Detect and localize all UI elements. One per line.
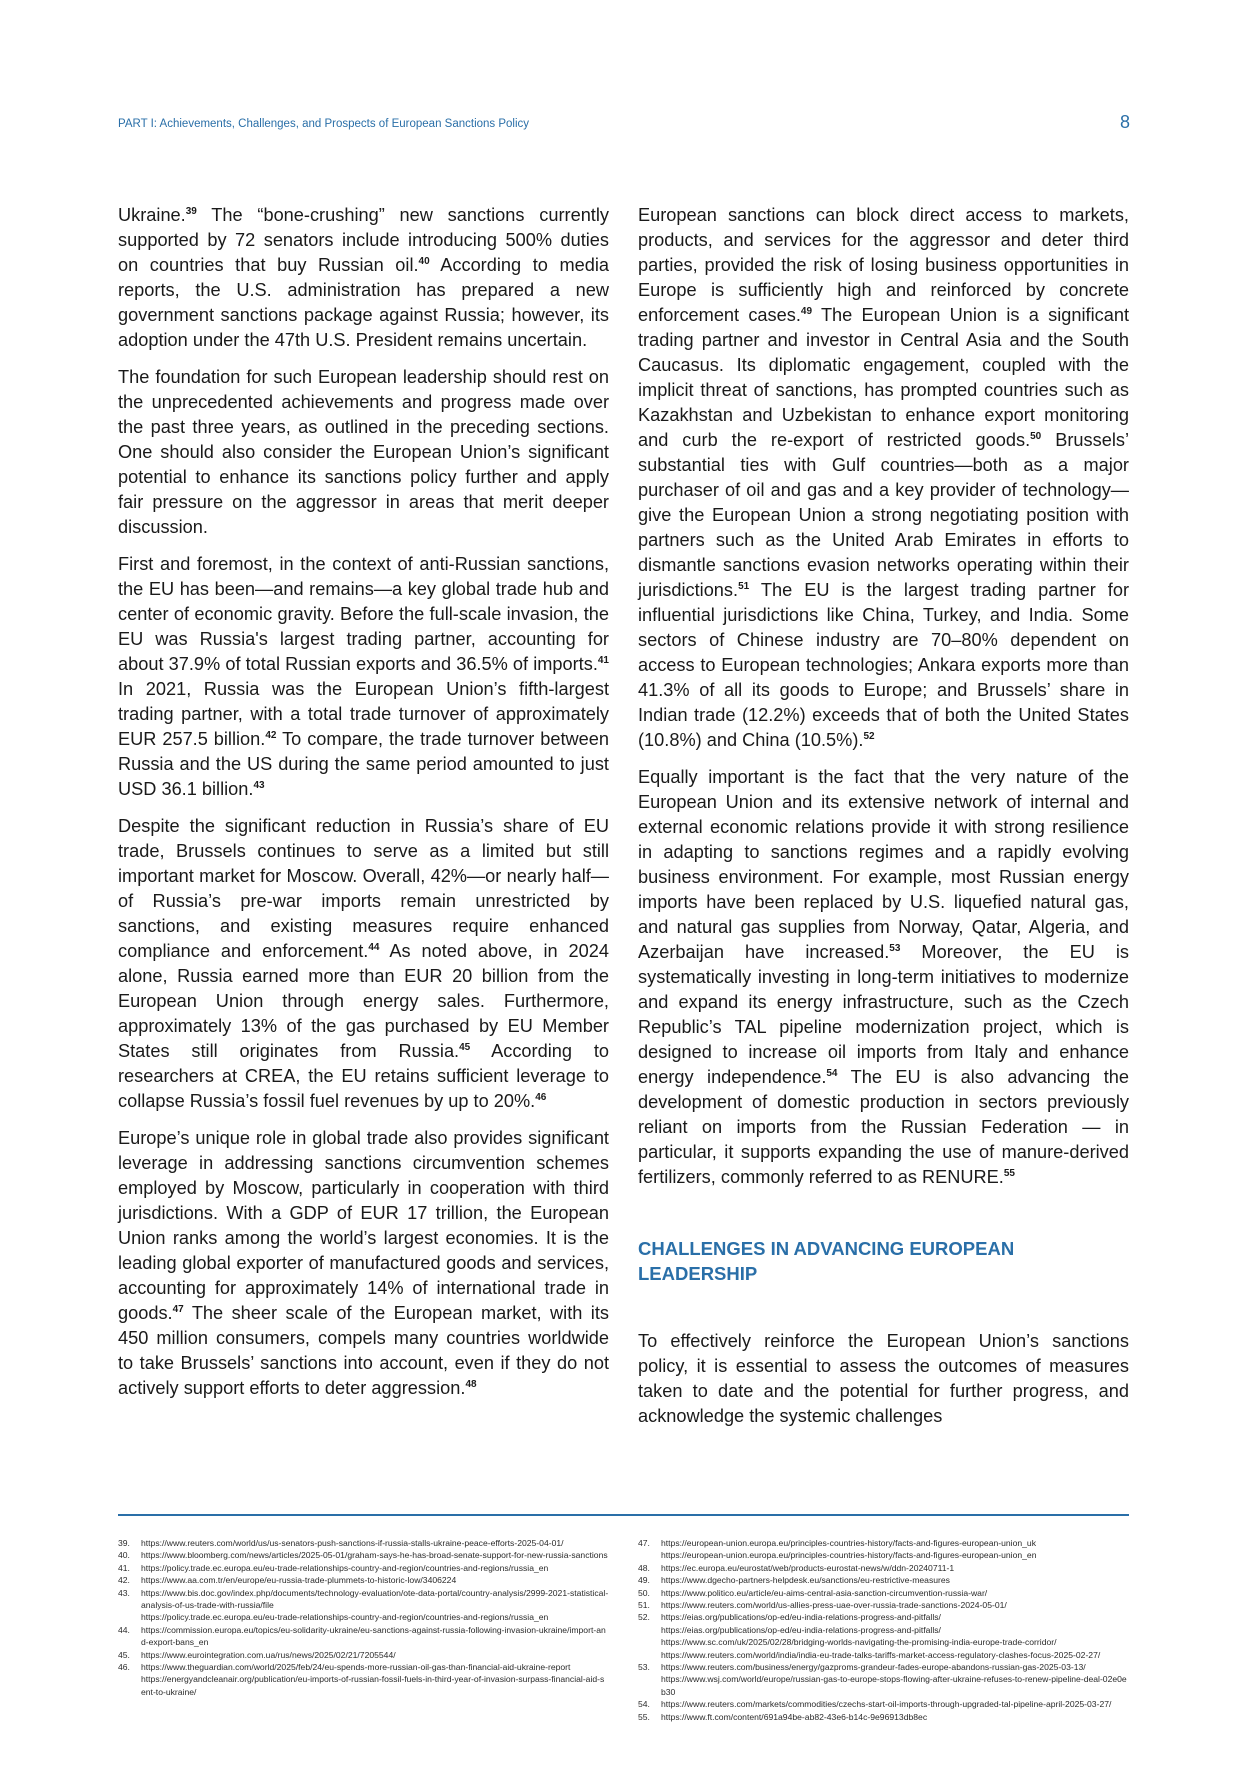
footnote-link[interactable]: https://www.ft.com/content/691a94be-ab82-43e6-b14c-9e96913db8ec [661,1711,928,1722]
footnote-item [638,1574,1129,1586]
footnote-text [141,1661,609,1698]
footnote-ref[interactable]: 55 [1003,1167,1015,1179]
paragraph [118,814,609,1114]
footnotes-right [638,1537,1129,1723]
text: Despite the significant reduction in Russia’s share of EU trade, Brussels continues to serve as a limited but still important market for Moscow. Overall, 42%—or nearly half—of Russia’s pre-war imports remain unrestricted by sanctions, and existing measures require enhanced compliance and enforcement. [118,816,609,961]
footnote-text [661,1537,1129,1562]
footnote-link[interactable]: https://eias.org/publications/op-ed/eu-india-relations-progress-and-pitfalls/ [661,1624,941,1635]
footnote-number: 48. [638,1562,650,1573]
page-number: 8 [1119,112,1130,132]
footnote-ref[interactable]: 42 [265,729,277,741]
paragraph [118,552,609,802]
footnote-text [141,1549,609,1561]
footnote-number: 54. [638,1699,650,1710]
footnote-text [141,1624,609,1649]
footnote-text [661,1698,1129,1710]
footnote-ref[interactable]: 44 [368,941,380,953]
footnote-text [661,1599,1129,1611]
footnote-link[interactable]: https://www.dgecho-partners-helpdesk.eu/sanctions/eu-restrictive-measures [661,1575,950,1586]
footnote-number: 51. [638,1600,650,1611]
paragraph [118,365,609,540]
footnote-link[interactable]: https://www.politico.eu/article/eu-aims-central-asia-sanction-circumvention-russia-war/ [661,1587,988,1598]
footnote-ref[interactable]: 45 [459,1041,471,1053]
footnote-link[interactable]: https://www.bis.doc.gov/index.php/documents/technology-evaluation/ote-data-portal/country-analysis/2999-2021-statistical-analysis-of-us-trade-with-russia/file [141,1587,609,1611]
text: The foundation for such European leadership should rest on the unprecedented achievements and progress made over the past three years, as outlined in the preceding sections. One should also consider the European Union’s significant potential to enhance its sanctions policy further and apply fair pressure on the aggressor in areas that merit deeper discussion. [118,367,609,537]
paragraph [118,203,609,353]
footnote-number: 44. [118,1624,130,1635]
footnote-item [638,1711,1129,1723]
footnote-number: 39. [118,1538,130,1548]
footnote-number: 53. [638,1662,650,1673]
footnote-text [661,1661,1129,1698]
footnote-link[interactable]: https://www.reuters.com/business/energy/gazproms-grandeur-fades-europe-abandons-russian-gas-2025-03-13/ [661,1662,1086,1673]
footnote-text [141,1537,609,1549]
text: The European Union is a significant trading partner and investor in Central Asia and the South Caucasus. Its diplomatic engagement, coupled with the implicit threat of sanctions, has prompted countries such as Kazakhstan and Uzbekistan to enhance export monitoring and curb the re-export of restricted goods. [638,305,1129,450]
text: Moreover, the EU is systematically investing in long-term initiatives to modernize and expand its energy infrastructure, such as the Czech Republic’s TAL pipeline modernization project, which is designed to increase oil imports from Italy and enhance energy independence. [638,942,1129,1087]
text: The EU is the largest trading partner for influential jurisdictions like China, Turkey, and India. Some sectors of Chinese industry are 70–80% dependent on access to European technologies; Ankara exports more than 41.3% of all its goods to Europe; and Brussels’ share in Indian trade (12.2%) exceeds that of both the United States (10.8%) and China (10.5%). [638,580,1129,750]
footnote-link[interactable]: https://www.sc.com/uk/2025/02/28/bridging-worlds-navigating-the-promising-india-europe-trade-corridor/ [661,1637,1057,1648]
footnote-text [661,1562,1129,1574]
footnote-item [118,1574,609,1586]
footnote-number: 43. [118,1587,130,1598]
footnote-number: 49. [638,1575,650,1586]
footnote-link[interactable]: https://commission.europa.eu/topics/eu-solidarity-ukraine/eu-sanctions-against-russia-following-invasion-ukraine/import-and-export-bans_en [141,1624,606,1648]
footnote-ref[interactable]: 47 [172,1303,184,1315]
footnote-ref[interactable]: 48 [465,1378,477,1390]
footnote-item [118,1562,609,1574]
footnote-link[interactable]: https://energyandcleanair.org/publication/eu-imports-of-russian-fossil-fuels-in-third-year-of-invasion-surpass-financial-aid-sent-to-ukraine/ [141,1674,605,1697]
text: In 2021, Russia was the European Union’s fifth-largest trading partner, with a total trade turnover of approximately EUR 257.5 billion. [118,679,609,749]
text: The EU is also advancing the development of domestic production in sectors previously reliant on imports from the Russian Federation — in particular, it supports expanding the use of manure-derived fertilizers, commonly referred to as RENURE. [638,1067,1129,1187]
footnote-ref[interactable]: 50 [1030,430,1042,442]
footnote-ref[interactable]: 46 [535,1091,547,1103]
text: First and foremost, in the context of anti-Russian sanctions, the EU has been—and remains—a key global trade hub and center of economic gravity. Before the full-scale invasion, the EU was Russia's largest trading partner, accounting for about 37.9% of total Russian exports and 36.5% of imports. [118,554,609,674]
footnote-link[interactable]: https://www.wsj.com/world/europe/russian-gas-to-europe-stops-flowing-after-ukraine-refuses-to-renew-pipeline-deal-02e0eb30 [661,1674,1127,1697]
footnote-number: 41. [118,1562,130,1573]
text: The sheer scale of the European market, with its 450 million consumers, compels many countries worldwide to take Brussels’ sanctions into account, even if they do not actively support efforts to deter aggression. [118,1303,609,1398]
footnote-item [638,1562,1129,1574]
footnote-item [638,1698,1129,1710]
paragraph [638,1329,1129,1429]
footnote-link[interactable]: https://www.reuters.com/world/us/us-senators-push-sanctions-if-russia-stalls-ukraine-peace-efforts-2025-04-01/ [141,1538,564,1548]
left-column [118,203,609,1413]
footnote-item [118,1537,609,1549]
footnote-item [638,1587,1129,1599]
footnote-ref[interactable]: 52 [863,730,875,742]
text: Equally important is the fact that the very nature of the European Union and its extensive network of internal and external economic relations provide it with strong resilience in adapting to sanctions regimes and a rapidly evolving business environment. For example, most Russian energy imports have been replaced by U.S. liquefied natural gas, and natural gas supplies from Norway, Qatar, Algeria, and Azerbaijan have increased. [638,767,1129,962]
footnote-link[interactable]: https://www.eurointegration.com.ua/rus/news/2025/02/21/7205544/ [141,1649,396,1660]
footnote-ref[interactable]: 51 [738,580,750,592]
footnote-text [661,1587,1129,1599]
footnote-ref[interactable]: 43 [253,779,265,791]
running-header: PART I: Achievements, Challenges, and Prospects of European Sanctions Policy [118,118,530,130]
paragraph [638,765,1129,1190]
footnote-link[interactable]: https://www.bloomberg.com/news/articles/2025-05-01/graham-says-he-has-broad-senate-support-for-new-russia-sanctions [141,1550,608,1561]
text: To compare, the trade turnover between Russia and the US during the same period amounted to just USD 36.1 billion. [118,729,609,799]
footnote-number: 52. [638,1612,650,1623]
footnote-number: 45. [118,1649,130,1660]
footnote-link[interactable]: https://policy.trade.ec.europa.eu/eu-trade-relationships-country-and-region/countries-and-regions/russia_en [141,1612,549,1623]
footnote-ref[interactable]: 49 [800,305,813,317]
footnote-item [638,1537,1129,1562]
footnote-link[interactable]: https://eias.org/publications/op-ed/eu-india-relations-progress-and-pitfalls/ [661,1612,941,1623]
text: To effectively reinforce the European Union’s sanctions policy, it is essential to assess the outcomes of measures taken to date and the potential for further progress, and acknowledge the systemic challenges [638,1331,1129,1426]
footnote-text [141,1587,609,1624]
footnote-number: 40. [118,1550,130,1561]
footnotes-left [118,1537,609,1698]
footnote-divider [118,1514,1129,1516]
footnote-number: 42. [118,1575,130,1586]
footnote-item [118,1624,609,1649]
footnote-ref[interactable]: 53 [889,942,901,954]
paragraph [118,1126,609,1401]
footnote-ref[interactable]: 40 [418,255,430,267]
footnote-item [638,1611,1129,1661]
text: As noted above, in 2024 alone, Russia earned more than EUR 20 billion from the European Union through energy sales. Furthermore, approximately 13% of the gas purchased by EU Member States still originates from Russia. [118,941,609,1061]
footnote-link[interactable]: https://www.aa.com.tr/en/europe/eu-russia-trade-plummets-to-historic-low/3406224 [141,1575,457,1586]
footnote-number: 50. [638,1587,650,1598]
footnote-link[interactable]: https://www.reuters.com/world/india/india-eu-trade-talks-tariffs-market-access-regulatory-clashes-focus-2025-02-27/ [661,1649,1101,1660]
footnote-text [661,1711,1129,1723]
paragraph [638,203,1129,753]
footnote-link[interactable]: https://policy.trade.ec.europa.eu/eu-trade-relationships-country-and-region/countries-and-regions/russia_en [141,1562,549,1573]
right-column [638,203,1129,1441]
footnote-ref[interactable]: 54 [826,1067,838,1079]
footnote-item [118,1661,609,1698]
text: Ukraine. [118,205,186,225]
footnote-link[interactable]: https://www.reuters.com/world/us-allies-press-uae-over-russia-trade-sanctions-2024-05-01/ [661,1600,1007,1611]
footnote-link[interactable]: https://ec.europa.eu/eurostat/web/products-eurostat-news/w/ddn-20240711-1 [661,1562,955,1573]
footnote-number: 47. [638,1538,650,1548]
footnote-ref[interactable]: 41 [597,654,609,666]
text: Europe’s unique role in global trade also provides significant leverage in addressing sanctions circumvention schemes employed by Moscow, particularly in cooperation with third jurisdictions. With a GDP of EUR 17 trillion, the European Union ranks among the world’s largest economies. It is the leading global exporter of manufactured goods and services, accounting for approximately 14% of international trade in goods. [118,1128,609,1323]
footnote-item [638,1599,1129,1611]
footnote-link[interactable]: https://www.theguardian.com/world/2025/feb/24/eu-spends-more-russian-oil-gas-than-financial-aid-ukraine-report [141,1662,571,1673]
footnote-item [118,1649,609,1661]
footnote-item [118,1549,609,1561]
footnote-link[interactable]: https://european-union.europa.eu/principles-countries-history/facts-and-figures-european-union_en [661,1550,1037,1561]
text: European sanctions can block direct access to markets, products, and services for the aggressor and deter third parties, provided the risk of losing business opportunities in Europe is sufficiently high and reinforced by concrete enforcement cases. [638,205,1129,325]
text: According to researchers at CREA, the EU retains sufficient leverage to collapse Russia’s fossil fuel revenues by up to 20%. [118,1041,609,1111]
text: The “bone-crushing” new sanctions currently supported by 72 senators include introducing 500% duties on countries that buy Russian oil. [118,205,609,275]
footnote-item [118,1587,609,1624]
footnote-text [141,1649,609,1661]
footnote-text [141,1574,609,1586]
section-heading: CHALLENGES IN ADVANCING EUROPEAN LEADERSHIP [638,1238,1015,1284]
text: Brussels’ substantial ties with Gulf countries—both as a major purchaser of oil and gas and a key provider of technology—give the European Union a strong negotiating position with partners such as the United Arab Emirates in efforts to dismantle sanctions evasion networks operating within their jurisdictions. [638,430,1129,600]
footnote-ref[interactable]: 39 [185,205,197,217]
footnote-text [661,1574,1129,1586]
footnote-link[interactable]: https://www.reuters.com/markets/commodities/czechs-start-oil-imports-through-upgraded-tal-pipeline-april-2025-03-27/ [661,1699,1112,1710]
footnote-text [661,1611,1129,1661]
footnote-link[interactable]: https://european-union.europa.eu/principles-countries-history/facts-and-figures-european-union_uk [661,1538,1037,1548]
footnote-item [638,1661,1129,1698]
footnote-text [141,1562,609,1574]
footnote-number: 46. [118,1662,130,1673]
footnote-number: 55. [638,1711,650,1722]
text: According to media reports, the U.S. administration has prepared a new government sanctions package against Russia; however, its adoption under the 47th U.S. President remains uncertain. [118,255,609,350]
